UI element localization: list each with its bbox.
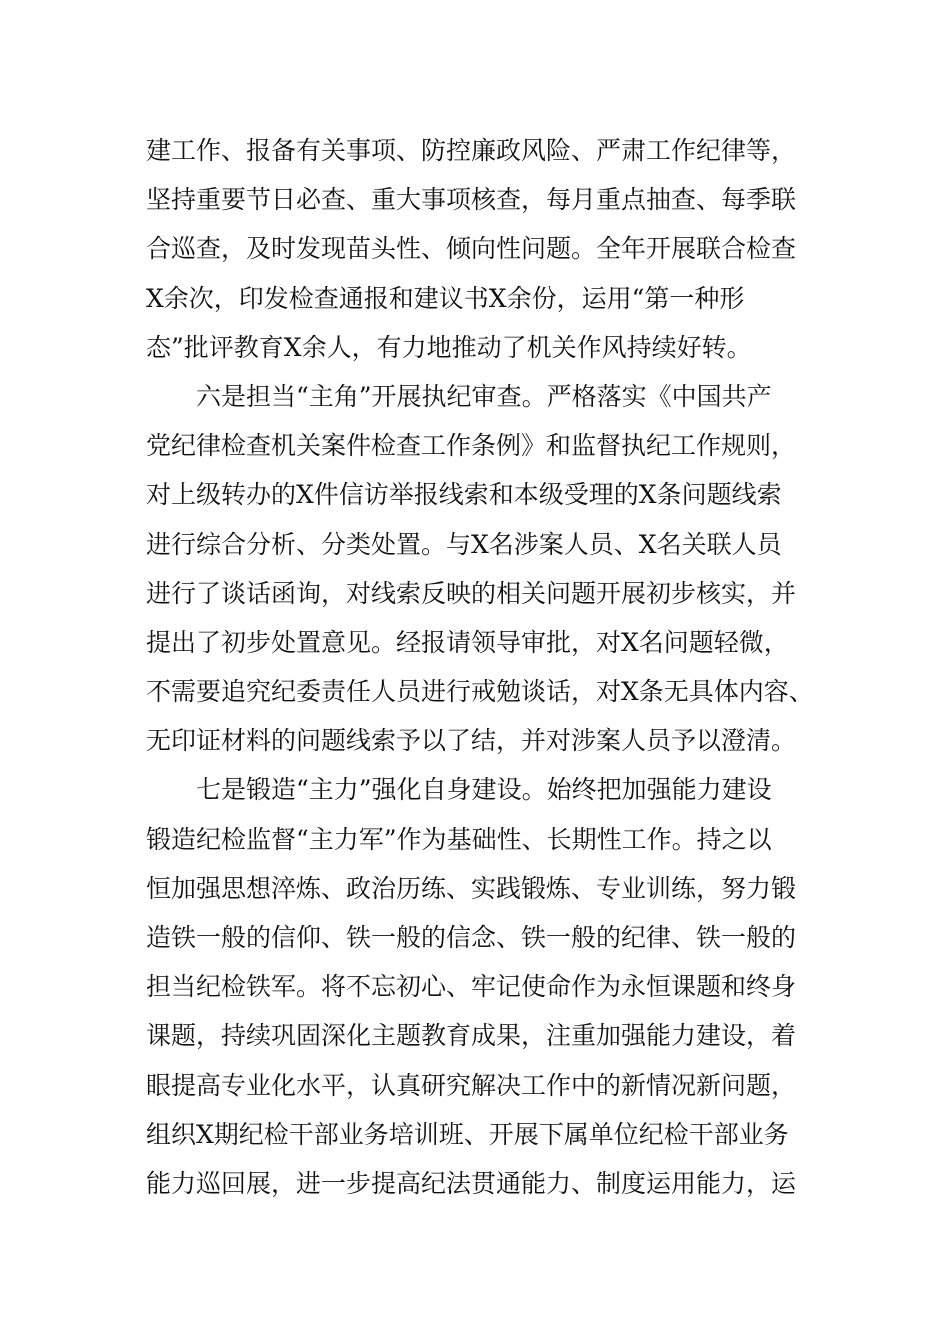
- text-line: 党纪律检查机关案件检查工作条例》和监督执纪工作规则，: [146, 431, 797, 461]
- text-line: 七是锻造“主力”强化自身建设。始终把加强能力建设: [196, 775, 772, 805]
- text-line: 合巡查，及时发现苗头性、倾向性问题。全年开展联合检查: [146, 234, 797, 264]
- text-line: 恒加强思想淬炼、政治历练、实践锻炼、专业训练，努力锻: [146, 873, 797, 903]
- text-line: 进行综合分析、分类处置。与X名涉案人员、X名关联人员: [146, 529, 782, 559]
- paragraph-6-discipline-review: [146, 372, 826, 766]
- text-line: 能力巡回展，进一步提高纪法贯通能力、制度运用能力，运: [146, 1168, 797, 1198]
- text-line: 无印证材料的问题线索予以了结，并对涉案人员予以澄清。: [146, 726, 797, 756]
- paragraph-7-self-building: [146, 765, 826, 1208]
- text-line: 对上级转办的X件信访举报线索和本级受理的X条问题线索: [146, 480, 782, 510]
- text-line: 六是担当“主角”开展执纪审查。严格落实《中国共产: [196, 381, 772, 411]
- text-line: 担当纪检铁军。将不忘初心、牢记使命作为永恒课题和终身: [146, 972, 797, 1002]
- text-line: 态”批评教育X余人，有力地推动了机关作风持续好转。: [146, 332, 752, 362]
- text-line: 提出了初步处置意见。经报请领导审批，对X名问题轻微，: [146, 627, 789, 657]
- text-line: X余次，印发检查通报和建议书X余份，运用“第一种形: [146, 283, 745, 313]
- document-body: [146, 126, 826, 1208]
- text-line: 组织X期纪检干部业务培训班、开展下属单位纪检干部业务: [146, 1119, 789, 1149]
- text-line: 建工作、报备有关事项、防控廉政风险、严肃工作纪律等，: [146, 136, 797, 165]
- text-line: 眼提高专业化水平，认真研究解决工作中的新情况新问题，: [146, 1070, 797, 1100]
- text-line: 不需要追究纪委责任人员进行戒勉谈话，对X条无具体内容、: [146, 677, 814, 707]
- paragraph-5-continued: [146, 126, 826, 372]
- text-line: 进行了谈话函询，对线索反映的相关问题开展初步核实，并: [146, 578, 797, 608]
- text-line: 坚持重要节日必查、重大事项核查，每月重点抽查、每季联: [146, 185, 797, 215]
- text-line: 锻造纪检监督“主力军”作为基础性、长期性工作。持之以: [146, 824, 772, 854]
- text-line: 课题，持续巩固深化主题教育成果，注重加强能力建设，着: [146, 1021, 797, 1051]
- text-line: 造铁一般的信仰、铁一般的信念、铁一般的纪律、铁一般的: [146, 923, 797, 952]
